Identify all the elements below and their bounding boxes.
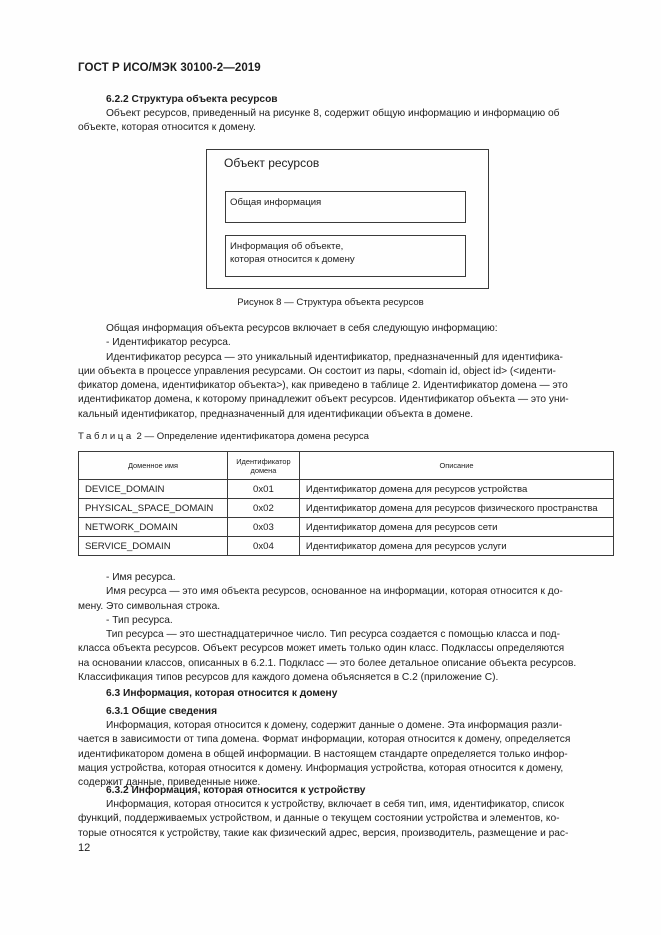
cell-description: Идентификатор домена для ресурсов сети [299, 518, 613, 537]
cell-domain-id: 0x01 [227, 480, 299, 499]
figure-title: Объект ресурсов [224, 156, 320, 170]
domain-id-table [78, 451, 614, 556]
text-line: торые относятся к устройству, такие как физический адрес, версия, производитель, размещение и рас- [78, 827, 569, 839]
text-line: на основании классов, описанных в 6.2.1. Подкласс — это более детальное описание объекта ресурсов. [78, 657, 577, 669]
header-domain-name: Доменное имя [79, 452, 228, 480]
general-info-label: Общая информация [230, 197, 322, 208]
section-heading-6-2-2: 6.2.2 Структура объекта ресурсов [106, 94, 278, 105]
text-line: Общая информация объекта ресурсов включает в себя следующую информацию: [106, 323, 498, 334]
text-line: фикатор домена, идентификатор объекта>), как приведено в таблице 2. Идентификатор домена — это [78, 380, 568, 392]
text-line: Идентификатор ресурса — это уникальный идентификатор, предназначенный для идентифика- [106, 351, 563, 363]
header-domain-id: Идентификатор домена [227, 452, 299, 480]
text-line: - Имя ресурса. [106, 572, 176, 583]
section-heading-6-3-1: 6.3.1 Общие сведения [106, 706, 218, 717]
cell-description: Идентификатор домена для ресурсов физического пространства [299, 499, 613, 518]
cell-domain-name: NETWORK_DOMAIN [79, 518, 228, 537]
cell-description: Идентификатор домена для ресурсов устройства [299, 480, 613, 499]
text-line: функций, поддерживаемых устройством, и данные о текущем состоянии устройства и элементов, ко- [78, 813, 560, 825]
general-info-box [225, 191, 466, 223]
text-line: Информация, которая относится к домену, содержит данные о домене. Эта информация разли- [106, 720, 563, 731]
paragraph-resource-structure [78, 107, 615, 136]
text-line: Классификация типов ресурсов для каждого домена объясняется в С.2 (приложение С). [78, 672, 499, 684]
document-header: ГОСТ Р ИСО/МЭК 30100-2—2019 [78, 62, 261, 74]
domain-info-box [225, 235, 466, 277]
text-line: Тип ресурса — это шестнадцатеричное число. Тип ресурса создается с помощью класса и под- [106, 629, 560, 641]
text-line: Имя ресурса — это имя объекта ресурсов, основанное на информации, которая относится к до- [106, 586, 563, 598]
cell-domain-id: 0x04 [227, 537, 299, 556]
table-row [79, 537, 614, 556]
domain-info-label-line2: которая относится к домену [230, 254, 355, 265]
table-caption-label: Таблица [78, 431, 134, 442]
page-number: 12 [78, 842, 91, 854]
text-line: чается в зависимости от типа домена. Формат информации, которая относится к домену, определяется [78, 734, 571, 746]
cell-domain-name: DEVICE_DOMAIN [79, 480, 228, 499]
section-heading-6-3-2: 6.3.2 Информация, которая относится к устройству [106, 785, 366, 796]
figure-8-diagram [206, 149, 489, 289]
text-line: мация устройства, которая относится к домену. Информация устройства, которая относится к домену, [78, 762, 564, 774]
table-row [79, 518, 614, 537]
paragraph-general-info [78, 322, 615, 422]
text-line: идентификатор домена, к которому принадлежит объект ресурсов. Идентификатор объекта — это уни- [78, 394, 569, 406]
text-line: - Идентификатор ресурса. [106, 337, 231, 349]
section-heading-6-3: 6.3 Информация, которая относится к домену [106, 688, 338, 699]
text-line: класса объекта ресурсов. Объект ресурсов может иметь только один класс. Подклассы определяются [78, 643, 565, 655]
cell-domain-id: 0x02 [227, 499, 299, 518]
cell-description: Идентификатор домена для ресурсов услуги [299, 537, 613, 556]
paragraph-domain-info [78, 719, 615, 790]
table-caption [78, 431, 369, 442]
table-caption-text: 2 — Определение идентификатора домена ресурса [133, 431, 369, 442]
text-line: Информация, которая относится к устройству, включает в себя тип, имя, идентификатор, список [106, 799, 564, 810]
header-description: Описание [299, 452, 613, 480]
paragraph-name-type [78, 571, 615, 685]
text-line: - Тип ресурса. [106, 614, 173, 626]
cell-domain-name: PHYSICAL_SPACE_DOMAIN [79, 499, 228, 518]
table-row [79, 480, 614, 499]
paragraph-device-info [78, 798, 615, 841]
table-row [79, 499, 614, 518]
text-line: кальный идентификатор, предназначенный для идентификации объекта в домене. [78, 408, 474, 420]
domain-info-label-line1: Информация об объекте, [230, 241, 344, 252]
text-line: объекте, которая относится к домену. [78, 122, 256, 134]
cell-domain-id: 0x03 [227, 518, 299, 537]
table-header-row [79, 452, 614, 480]
text-line: Объект ресурсов, приведенный на рисунке 8, содержит общую информацию и информацию об [106, 108, 560, 119]
text-line: идентификатором домена в общей информации. В настоящем стандарте определяется только инфор- [78, 748, 568, 760]
text-line: содержит данные, приведенные ниже. [78, 777, 261, 789]
figure-caption: Рисунок 8 — Структура объекта ресурсов [237, 297, 424, 308]
text-line: мену. Это символьная строка. [78, 600, 221, 612]
text-line: ции объекта в процессе управления ресурсами. Он состоит из пары, <domain id, object id> (<иденти- [78, 365, 556, 377]
cell-domain-name: SERVICE_DOMAIN [79, 537, 228, 556]
